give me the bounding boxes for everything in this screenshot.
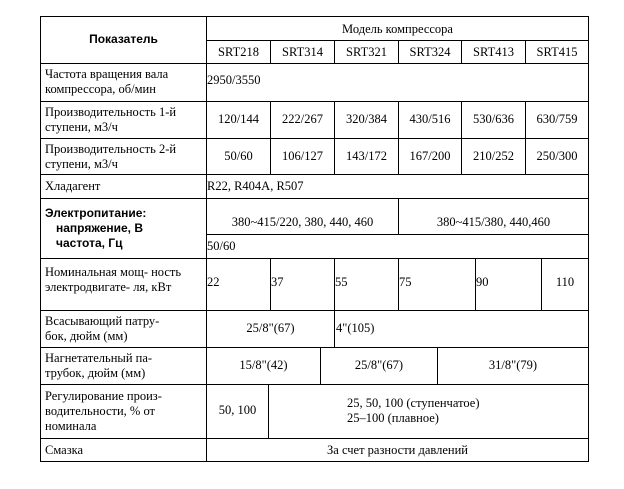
voltage-value: 380~415/380, 440,460 [436, 215, 551, 229]
row-label: ступени, м3/ч [45, 157, 118, 171]
row-label: бок, дюйм (мм) [45, 329, 128, 343]
row-label: Производительность 2-й [45, 142, 177, 156]
table-rule [588, 16, 589, 462]
table-rule [40, 347, 589, 348]
row-label: частота, Гц [56, 236, 123, 250]
refrigerant-value: R22, R404A, R507 [207, 179, 304, 193]
row-label: Электропитание: [45, 206, 147, 220]
table-rule [40, 138, 589, 139]
cap2-value: 106/127 [282, 149, 323, 163]
row-label: номинала [45, 419, 97, 433]
voltage-value: 380~415/220, 380, 440, 460 [231, 215, 374, 229]
discharge-value: 25/8"(67) [354, 358, 404, 372]
table-rule [40, 198, 589, 199]
table-rule [40, 16, 41, 462]
cap1-value: 222/267 [282, 112, 323, 126]
model-name: SRT324 [409, 45, 451, 59]
cap1-value: 320/384 [346, 112, 387, 126]
header-compressor-model: Модель компрессора [342, 22, 453, 36]
row-label: ступени, м3/ч [45, 120, 118, 134]
row-label: Номинальная мощ- ность [45, 265, 182, 279]
cap2-value: 143/172 [346, 149, 387, 163]
motor-value: 90 [476, 275, 489, 289]
discharge-value: 31/8"(79) [488, 358, 538, 372]
motor-value: 55 [335, 275, 348, 289]
speed-value: 2950/3550 [207, 73, 261, 87]
model-name: SRT321 [346, 45, 387, 59]
cap2-value: 210/252 [473, 149, 514, 163]
regulation-value: 50, 100 [218, 403, 257, 417]
cap1-value: 430/516 [409, 112, 451, 126]
table-rule [40, 258, 589, 259]
lubrication-value: За счет разности давлений [327, 443, 468, 457]
row-label: Смазка [45, 443, 84, 457]
cap1-value: 120/144 [218, 112, 259, 126]
row-label: электродвигате- ля, кВт [45, 280, 172, 294]
table-rule [40, 63, 589, 64]
suction-value: 25/8"(67) [246, 321, 295, 335]
cap2-value: 167/200 [409, 149, 451, 163]
table-rule [40, 461, 589, 462]
row-label: напряжение, В [56, 221, 143, 235]
model-name: SRT218 [218, 45, 259, 59]
row-label: трубок, дюйм (мм) [45, 366, 146, 380]
frequency-value: 50/60 [207, 239, 236, 253]
row-label: Всасывающий патру- [45, 314, 160, 328]
cap1-value: 630/759 [536, 112, 578, 126]
row-label: Нагнетательный па- [45, 351, 153, 365]
discharge-value: 15/8"(42) [239, 358, 288, 372]
motor-value: 37 [271, 275, 284, 289]
suction-value: 4"(105) [336, 321, 375, 335]
row-label: водительности, % от [45, 404, 155, 418]
table-rule [40, 101, 589, 102]
regulation-value: 25–100 (плавное) [347, 411, 439, 425]
cap2-value: 250/300 [536, 149, 578, 163]
regulation-value: 25, 50, 100 (ступенчатое) [347, 396, 480, 410]
row-label: Хладагент [45, 179, 101, 193]
row-label: компрессора, об/мин [45, 82, 156, 96]
model-name: SRT314 [282, 45, 323, 59]
motor-value: 22 [207, 275, 220, 289]
header-parameter: Показатель [89, 32, 158, 46]
table-rule [40, 174, 589, 175]
cap1-value: 530/636 [473, 112, 514, 126]
table-rule [40, 384, 589, 385]
row-label: Частота вращения вала [45, 67, 169, 81]
table-rule [334, 310, 335, 348]
model-name: SRT413 [473, 45, 514, 59]
cap2-value: 50/60 [224, 149, 253, 163]
table-rule [268, 384, 269, 439]
table-rule [40, 438, 589, 439]
row-label: Регулирование произ- [45, 389, 162, 403]
model-name: SRT415 [536, 45, 578, 59]
table-rule [40, 310, 589, 311]
motor-value: 110 [555, 275, 575, 289]
table-rule [40, 16, 589, 17]
motor-value: 75 [399, 275, 412, 289]
row-label: Производительность 1-й [45, 105, 177, 119]
